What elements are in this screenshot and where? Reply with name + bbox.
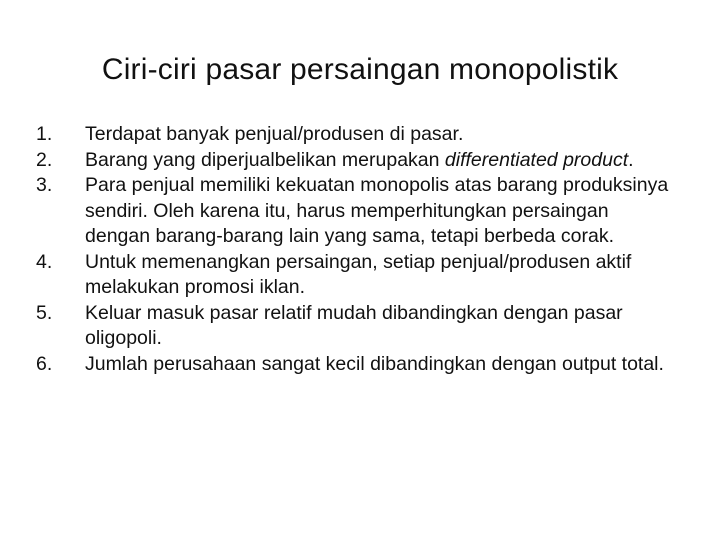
list-number: 5. <box>36 301 53 324</box>
list-number: 6. <box>36 352 53 375</box>
characteristics-list <box>36 122 676 377</box>
list-item <box>36 122 676 148</box>
list-text: Para penjual memiliki kekuatan monopolis atas barang produksinya sendiri. Oleh karena itu, harus memperhitungkan persaingan dengan barang-barang lain yang sama, tetapi berbeda corak. <box>85 174 669 247</box>
list-text: Keluar masuk pasar relatif mudah dibandingkan dengan pasar oligopoli. <box>85 301 623 349</box>
list-number: 4. <box>36 250 53 273</box>
list-number: 3. <box>36 174 53 196</box>
list-text: Terdapat banyak penjual/produsen di pasar. <box>85 123 464 145</box>
list-text-tail: . <box>628 148 634 171</box>
list-number: 2. <box>36 148 53 171</box>
list-item <box>36 173 676 250</box>
list-item <box>36 148 676 174</box>
list-text: Jumlah perusahaan sangat kecil dibandingkan dengan output total. <box>85 352 664 375</box>
list-text-plain: Barang yang diperjualbelikan merupakan <box>85 148 445 171</box>
list-item <box>36 250 676 301</box>
list-text-emphasis: differentiated product <box>444 148 629 171</box>
list-item <box>36 352 676 378</box>
list-text: Untuk memenangkan persaingan, setiap penjual/produsen aktif melakukan promosi iklan. <box>85 250 632 298</box>
list-item <box>36 301 676 352</box>
list-number: 1. <box>36 123 53 145</box>
slide-title: Ciri-ciri pasar persaingan monopolistik <box>101 53 619 86</box>
list-text <box>85 149 634 171</box>
